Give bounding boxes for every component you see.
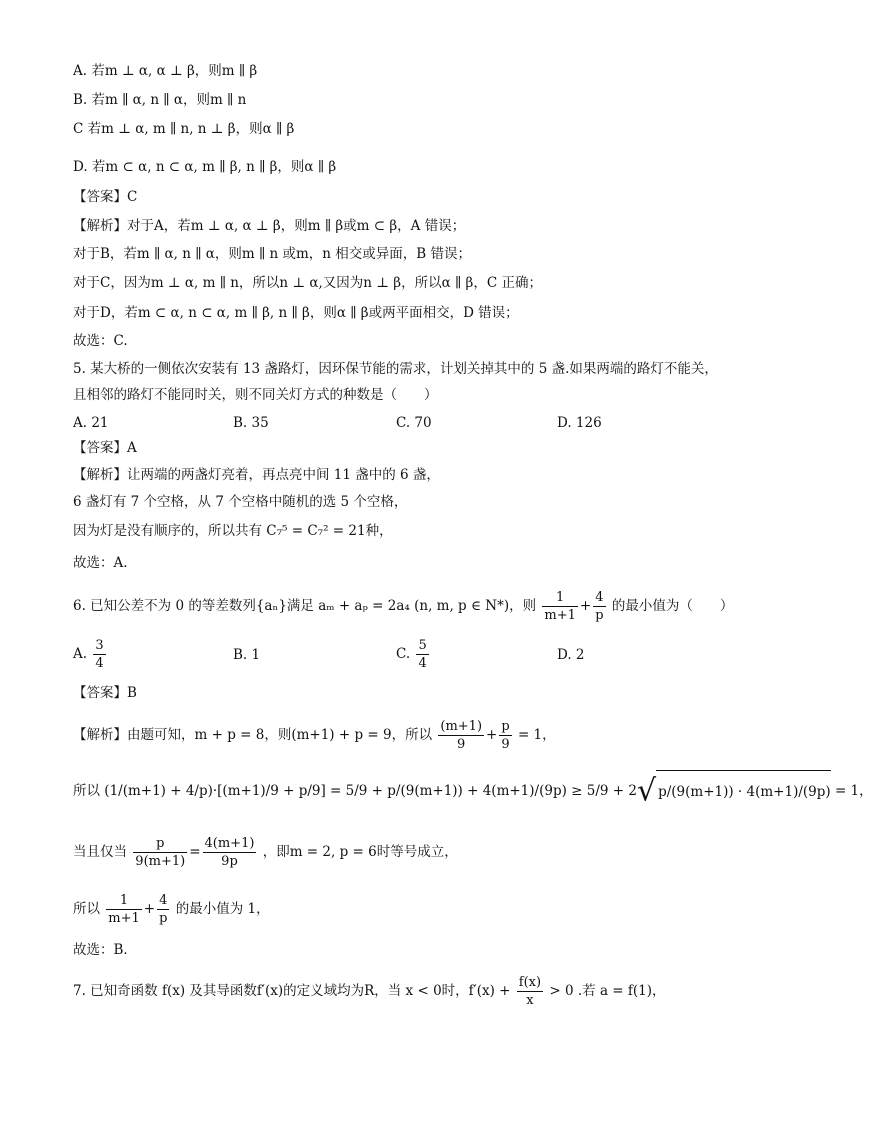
q4-solution-line-3: 对于C，因为m ⊥ α, m ∥ n，所以n ⊥ α,又因为n ⊥ β，所以α ∥ β，C 正确； <box>73 275 542 291</box>
q4-option-c: C 若m ⊥ α, m ∥ n, n ⊥ β，则α ∥ β <box>73 121 295 137</box>
q6-sol3-fraction-2: $\frac{4(m+1)}{9p}$ <box>204 836 255 869</box>
q5-stem-line-2: 且相邻的路灯不能同时关，则不同关灯方式的种数是（ ） <box>73 387 438 403</box>
q7-stem: 7. 已知奇函数 f(x) 及其导函数f′(x)的定义域均为R，当 x < 0时，f′(x) + $\frac{f(x)}{x}$ > 0 .若 a = f(1)， <box>73 975 666 1008</box>
q5-option-d: D. 126 <box>557 415 602 431</box>
q4-answer: 【答案】C <box>73 189 138 205</box>
q6-sol3-fraction-1: $\frac{p}{9(m+1)}$ <box>135 836 186 869</box>
q6-stem-text-a: 6. 已知公差不为 0 的等差数列{aₙ}满足 aₘ + aₚ = 2a₄ (n, m, p ∈ N*)，则 <box>73 598 537 614</box>
q6-sol1-fraction-1: $\frac{(m+1)}{9}$ <box>440 719 483 752</box>
q6-answer: 【答案】B <box>73 685 137 701</box>
q4-solution-line-4: 对于D，若m ⊂ α, n ⊂ α, m ∥ β, n ∥ β，则α ∥ β或两平面相交，D 错误； <box>73 305 519 321</box>
q6-option-c-fraction: $\frac{5}{4}$ <box>418 638 427 671</box>
q6-option-b: B. 1 <box>233 647 261 663</box>
q6-stem-fraction-1: $\frac{1}{m+1}$ <box>544 590 576 623</box>
q6-option-a-fraction: $\frac{3}{4}$ <box>95 638 104 671</box>
q6-solution-line-3: 当且仅当 $\frac{p}{9(m+1)}$ = $\frac{4(m+1)}{9p}$ ，即m = 2, p = 6时等号成立， <box>73 836 458 869</box>
q6-stem: 6. 已知公差不为 0 的等差数列{aₙ}满足 aₘ + aₚ = 2a₄ (n, m, p ∈ N*)，则 $\frac{1}{m+1}$ + $\frac{4}{p}$ 的最小值为（ ） <box>73 590 734 623</box>
q4-solution-line-1: 【解析】对于A，若m ⊥ α, α ⊥ β，则m ∥ β或m ⊂ β，A 错误； <box>73 218 466 234</box>
q4-solution-line-2: 对于B，若m ∥ α, n ∥ α，则m ∥ n 或m，n 相交或异面，B 错误； <box>73 246 471 262</box>
q5-option-a: A. 21 <box>73 415 109 431</box>
q6-stem-fraction-2: $\frac{4}{p}$ <box>595 590 604 623</box>
q6-sol1-fraction-2: $\frac{p}{9}$ <box>501 719 510 752</box>
q7-stem-fraction: $\frac{f(x)}{x}$ <box>518 975 542 1008</box>
q6-sol2-radicand: p/(9(m+1)) · 4(m+1)/(9p) <box>656 770 831 813</box>
q5-solution-line-3: 因为灯是没有顺序的，所以共有 C₇⁵ = C₇² = 21种， <box>73 523 393 539</box>
q5-option-c: C. 70 <box>396 415 432 431</box>
q6-sol4-fraction-1: $\frac{1}{m+1}$ <box>108 893 140 926</box>
q6-option-d: D. 2 <box>557 647 585 663</box>
q6-sol2-inequality: = 5/9 + p/(9(m+1)) + 4(m+1)/(9p) ≥ 5/9 + 2 <box>330 783 637 799</box>
q6-solution-line-1: 【解析】由题可知，m + p = 8，则(m+1) + p = 9，所以 $\frac{(m+1)}{9}$ + $\frac{p}{9}$ = 1， <box>73 719 556 752</box>
q4-option-a: A. 若m ⊥ α, α ⊥ β，则m ∥ β <box>73 63 258 79</box>
q6-option-a: A. $\frac{3}{4}$ <box>73 638 104 671</box>
q5-solution-line-1: 【解析】让两端的两盏灯亮着，再点亮中间 11 盏中的 6 盏， <box>73 467 440 483</box>
q4-option-d: D. 若m ⊂ α, n ⊂ α, m ∥ β, n ∥ β，则α ∥ β <box>73 159 337 175</box>
q5-stem-line-1: 5. 某大桥的一侧依次安装有 13 盏路灯，因环保节能的需求，计划关掉其中的 5 盏.如果两端的路灯不能关， <box>73 361 718 377</box>
q6-choice: 故选：B． <box>73 942 137 958</box>
q6-solution-line-2: 所以 (1/(m+1) + 4/p)·[(m+1)/9 + p/9] = 5/9 + p/(9(m+1)) + 4(m+1)/(9p) ≥ 5/9 + 2√ p/(9(m+1)) · 4(m+1)/(9p) = 1， <box>73 770 873 813</box>
q6-sol4-fraction-2: $\frac{4}{p}$ <box>159 893 168 926</box>
q6-solution-line-4: 所以 $\frac{1}{m+1}$ + $\frac{4}{p}$ 的最小值为 1， <box>73 893 270 926</box>
square-root-icon: √ <box>636 773 657 809</box>
q5-choice: 故选：A. <box>73 555 128 571</box>
q4-choice: 故选：C. <box>73 333 128 349</box>
q6-option-c: C. $\frac{5}{4}$ <box>396 638 427 671</box>
q6-stem-text-b: 的最小值为（ ） <box>611 598 734 614</box>
q5-answer: 【答案】A <box>73 440 137 456</box>
q5-solution-line-2: 6 盏灯有 7 个空格，从 7 个空格中随机的选 5 个空格， <box>73 494 408 510</box>
q4-option-b: B. 若m ∥ α, n ∥ α，则m ∥ n <box>73 92 247 108</box>
q6-sol2-product: (1/(m+1) + 4/p)·[(m+1)/9 + p/9] <box>104 783 326 799</box>
q5-option-b: B. 35 <box>233 415 269 431</box>
